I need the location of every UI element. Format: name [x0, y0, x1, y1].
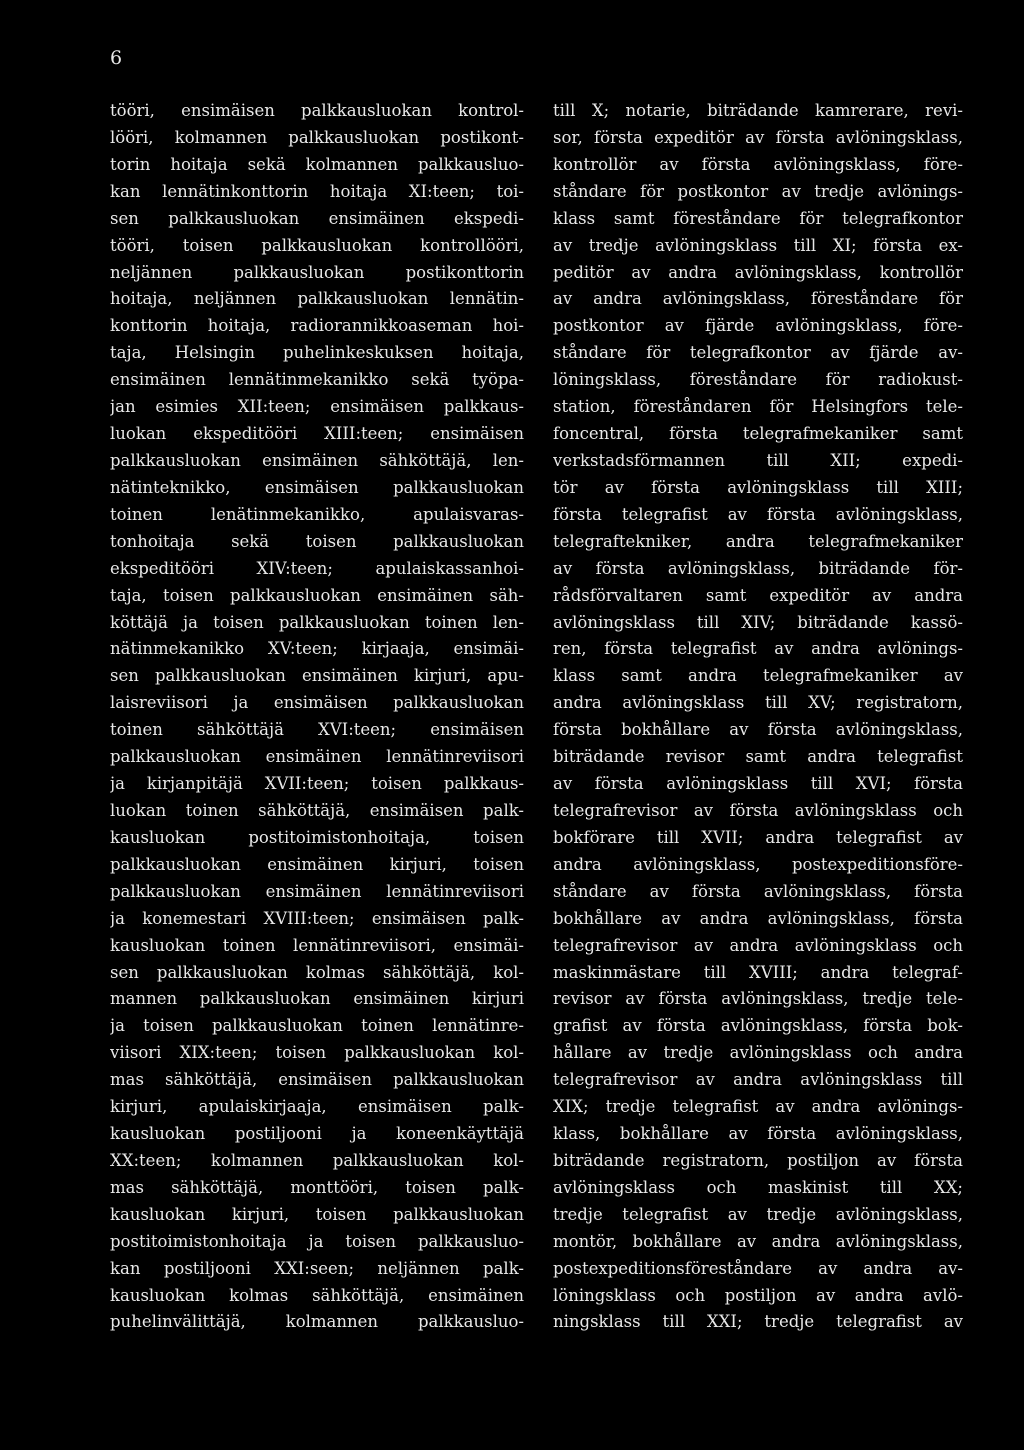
text-line: sen palkkausluokan ensimäinen ekspedi- — [110, 208, 524, 228]
text-line: löningsklass, föreståndare för radiokust- — [553, 370, 963, 390]
text-line: kirjuri, apulaiskirjaaja, ensimäisen palk- — [110, 1097, 524, 1117]
text-line: konttorin hoitaja, radiorannikkoaseman hoi- — [110, 316, 524, 336]
text-line: löningsklass och postiljon av andra avlö- — [553, 1285, 963, 1305]
text-line: kan lennätinkonttorin hoitaja XI:teen; toi- — [110, 181, 524, 201]
text-line: klass, bokhållare av första avlöningsklass, — [553, 1124, 963, 1144]
text-line: biträdande registratorn, postiljon av första — [553, 1150, 963, 1170]
text-line: telegrafrevisor av första avlöningsklass och — [553, 800, 963, 820]
text-line: avlöningsklass och maskinist till XX; — [553, 1177, 963, 1197]
text-line: ensimäinen lennätinmekanikko sekä työpa- — [110, 370, 524, 390]
text-line: ren, första telegrafist av andra avlönings- — [553, 639, 963, 659]
text-line: av tredje avlöningsklass till XI; första ex- — [553, 235, 963, 255]
text-line: montör, bokhållare av andra avlöningsklass, — [553, 1231, 963, 1251]
text-line: nätinmekanikko XV:teen; kirjaaja, ensimäi- — [110, 639, 524, 659]
text-line: ja toisen palkkausluokan toinen lennätinre- — [110, 1016, 524, 1036]
text-line: ningsklass till XXI; tredje telegrafist av — [553, 1312, 963, 1332]
text-line: mas sähköttäjä, ensimäisen palkkausluokan — [110, 1070, 524, 1090]
text-line: mannen palkkausluokan ensimäinen kirjuri — [110, 989, 524, 1009]
text-line: tonhoitaja sekä toisen palkkausluokan — [110, 531, 524, 551]
text-line: kausluokan postitoimistonhoitaja, toisen — [110, 827, 524, 847]
text-line: peditör av andra avlöningsklass, kontrollör — [553, 262, 963, 282]
text-line: tredje telegrafist av tredje avlöningsklass, — [553, 1204, 963, 1224]
text-line: rådsförvaltaren samt expeditör av andra — [553, 585, 963, 605]
text-line: tööri, ensimäisen palkkausluokan kontrol- — [110, 101, 524, 120]
text-line: av första avlöningsklass till XVI; första — [553, 774, 963, 794]
text-line: palkkausluokan ensimäinen lennätinreviisori — [110, 747, 524, 767]
text-line: taja, toisen palkkausluokan ensimäinen säh- — [110, 585, 524, 605]
text-line: klass samt andra telegrafmekaniker av — [553, 666, 963, 686]
text-line: kausluokan kolmas sähköttäjä, ensimäinen — [110, 1285, 524, 1305]
text-line: viisori XIX:teen; toisen palkkausluokan kol- — [110, 1043, 524, 1063]
text-line: ja konemestari XVIII:teen; ensimäisen palk- — [110, 908, 524, 928]
text-line: grafist av första avlöningsklass, första bok- — [553, 1016, 963, 1036]
text-line: XX:teen; kolmannen palkkausluokan kol- — [110, 1150, 524, 1170]
text-line: postitoimistonhoitaja ja toisen palkkausluo- — [110, 1231, 524, 1251]
text-line: ståndare av första avlöningsklass, första — [553, 881, 963, 901]
text-line: lööri, kolmannen palkkausluokan postikont- — [110, 127, 524, 147]
text-line: ja kirjanpitäjä XVII:teen; toisen palkkaus- — [110, 774, 524, 794]
text-line: sen palkkausluokan ensimäinen kirjuri, apu- — [110, 666, 524, 686]
text-line: revisor av första avlöningsklass, tredje tele- — [553, 989, 963, 1009]
text-line: tööri, toisen palkkausluokan kontrollööri, — [110, 235, 524, 255]
text-line: klass samt föreståndare för telegrafkontor — [553, 208, 963, 228]
swedish-text-column — [553, 98, 963, 1336]
text-line: första bokhållare av första avlöningsklass, — [553, 720, 963, 740]
text-line: sen palkkausluokan kolmas sähköttäjä, kol- — [110, 962, 524, 982]
text-line: palkkausluokan ensimäinen kirjuri, toisen — [110, 854, 524, 874]
text-line: postkontor av fjärde avlöningsklass, före- — [553, 316, 963, 336]
text-line: av första avlöningsklass, biträdande för- — [553, 558, 963, 578]
text-line: jan esimies XII:teen; ensimäisen palkkaus- — [110, 397, 524, 417]
text-line: bokförare till XVII; andra telegrafist av — [553, 827, 963, 847]
text-line: puhelinvälittäjä, kolmannen palkkausluo- — [110, 1312, 524, 1332]
text-line: till X; notarie, biträdande kamrerare, revi- — [553, 101, 963, 120]
text-line: nätinteknikko, ensimäisen palkkausluokan — [110, 477, 524, 497]
text-line: telegrafrevisor av andra avlöningsklass till — [553, 1070, 963, 1090]
text-line: maskinmästare till XVIII; andra telegraf- — [553, 962, 963, 982]
text-line: laisreviisori ja ensimäisen palkkausluokan — [110, 693, 524, 713]
text-line: verkstadsförmannen till XII; expedi- — [553, 450, 963, 470]
text-line: ståndare för postkontor av tredje avlönings- — [553, 181, 963, 201]
text-line: första telegrafist av första avlöningsklass, — [553, 504, 963, 524]
text-line: luokan toinen sähköttäjä, ensimäisen palk- — [110, 800, 524, 820]
text-line: XIX; tredje telegrafist av andra avlönings- — [553, 1097, 963, 1117]
text-line: kausluokan kirjuri, toisen palkkausluokan — [110, 1204, 524, 1224]
text-line: ståndare för telegrafkontor av fjärde av- — [553, 343, 963, 363]
page-number: 6 — [110, 47, 123, 69]
text-line: andra avlöningsklass till XV; registratorn, — [553, 693, 963, 713]
text-line: palkkausluokan ensimäinen lennätinreviisori — [110, 881, 524, 901]
text-line: kausluokan postiljooni ja koneenkäyttäjä — [110, 1124, 524, 1144]
text-line: telegrafrevisor av andra avlöningsklass och — [553, 935, 963, 955]
text-line: station, föreståndaren för Helsingfors tele- — [553, 397, 963, 417]
text-line: ekspeditööri XIV:teen; apulaiskassanhoi- — [110, 558, 524, 578]
text-line: av andra avlöningsklass, föreståndare för — [553, 289, 963, 309]
text-line: luokan ekspeditööri XIII:teen; ensimäisen — [110, 424, 524, 444]
text-line: kausluokan toinen lennätinreviisori, ensimäi- — [110, 935, 524, 955]
text-line: bokhållare av andra avlöningsklass, första — [553, 908, 963, 928]
text-line: toinen lenätinmekanikko, apulaisvaras- — [110, 504, 524, 524]
text-line: mas sähköttäjä, monttööri, toisen palk- — [110, 1177, 524, 1197]
text-line: kan postiljooni XXI:seen; neljännen palk- — [110, 1258, 524, 1278]
text-line: kontrollör av första avlöningsklass, före- — [553, 154, 963, 174]
text-line: hållare av tredje avlöningsklass och andra — [553, 1043, 963, 1063]
text-line: hoitaja, neljännen palkkausluokan lennätin- — [110, 289, 524, 309]
text-line: tör av första avlöningsklass till XIII; — [553, 477, 963, 497]
text-line: taja, Helsingin puhelinkeskuksen hoitaja, — [110, 343, 524, 363]
text-line: foncentral, första telegrafmekaniker samt — [553, 424, 963, 444]
text-line: avlöningsklass till XIV; biträdande kassö- — [553, 612, 963, 632]
text-line: telegraftekniker, andra telegrafmekaniker — [553, 531, 963, 551]
text-line: toinen sähköttäjä XVI:teen; ensimäisen — [110, 720, 524, 740]
text-line: sor, första expeditör av första avlöningsklass, — [553, 127, 963, 147]
text-line: andra avlöningsklass, postexpeditionsföre- — [553, 854, 963, 874]
text-line: postexpeditionsföreståndare av andra av- — [553, 1258, 963, 1278]
text-line: neljännen palkkausluokan postikonttorin — [110, 262, 524, 282]
finnish-text-column — [110, 98, 524, 1336]
text-line: palkkausluokan ensimäinen sähköttäjä, len- — [110, 450, 524, 470]
text-line: biträdande revisor samt andra telegrafist — [553, 747, 963, 767]
text-line: torin hoitaja sekä kolmannen palkkausluo- — [110, 154, 524, 174]
text-line: köttäjä ja toisen palkkausluokan toinen len- — [110, 612, 524, 632]
